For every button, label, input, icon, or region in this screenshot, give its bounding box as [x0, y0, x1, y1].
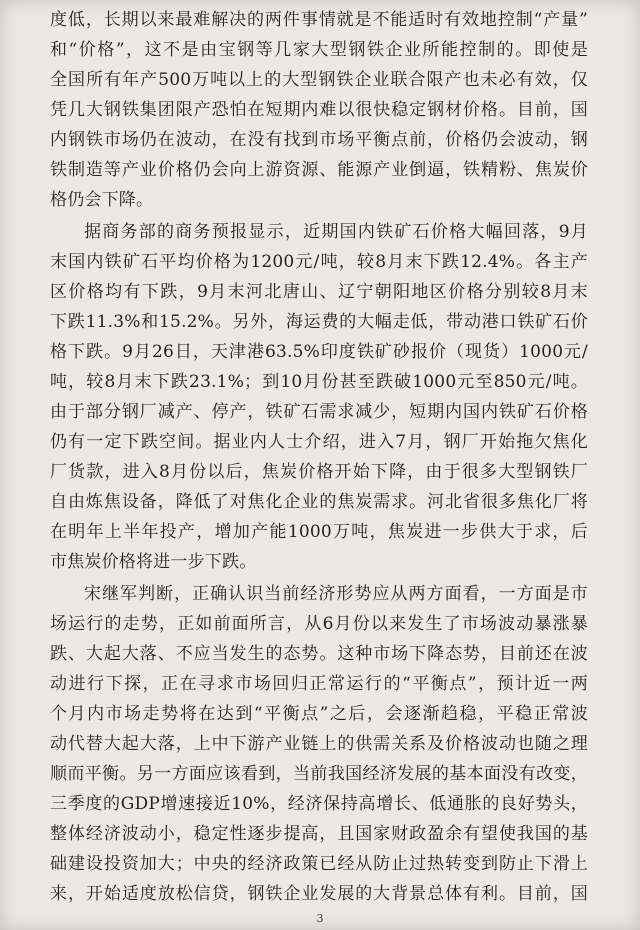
text-line: 吨，较8月末下跌23.1%；到10月份甚至跌破1000元至850元/吨。	[50, 372, 588, 392]
text-line: 市焦炭价格将进一步下跌。	[50, 552, 257, 572]
text-line: 三季度的GDP增速接近10%，经济保持高增长、低通胀的良好势头，	[50, 794, 588, 814]
page-number: 3	[316, 912, 324, 925]
text-line: 下跌11.3%和15.2%。另外，海运费的大幅走低，带动港口铁矿石价	[50, 312, 588, 332]
text-line: 度低，长期以来最难解决的两件事情就是不能适时有效地控制“产量”	[50, 10, 588, 30]
text-line: 格仍会下降。	[50, 190, 154, 210]
paragraph-2	[50, 217, 588, 577]
text-line: 格下跌。9月26日，天津港63.5%印度铁矿砂报价（现货）1000元/	[50, 342, 588, 362]
text-line: 区价格均有下跌，9月末河北唐山、辽宁朝阳地区价格分别较8月末	[50, 282, 588, 302]
text-line: 来，开始适度放松信贷，钢铁企业发展的大背景总体有利。目前，国	[50, 884, 588, 904]
text-line: 整体经济波动小，稳定性逐步提高，且国家财政盈余有望使我国的基	[50, 824, 588, 844]
text-line: 跌、大起大落、不应当发生的态势。这种市场下降态势，目前还在波	[50, 644, 588, 664]
text-line: 在明年上半年投产，增加产能1000万吨，焦炭进一步供大于求，后	[50, 522, 588, 542]
text-line: 和“价格”，这不是由宝钢等几家大型钢铁企业所能控制的。即使是	[50, 40, 588, 60]
paragraph-1	[50, 5, 588, 215]
text-line: 内钢铁市场仍在波动，在没有找到市场平衡点前，价格仍会波动，钢	[50, 130, 588, 150]
text-line: 铁制造等产业价格仍会向上游资源、能源产业倒逼，铁精粉、焦炭价	[50, 160, 588, 180]
text-line: 仍有一定下跌空间。据业内人士介绍，进入7月，钢厂开始拖欠焦化	[50, 432, 588, 452]
text-line: 顺而平衡。另一方面应该看到，当前我国经济发展的基本面没有改变，	[50, 764, 588, 784]
text-line: 自由炼焦设备，降低了对焦化企业的焦炭需求。河北省很多焦化厂将	[50, 492, 588, 512]
text-line: 动进行下探，正在寻求市场回归正常运行的“平衡点”，预计近一两	[50, 674, 588, 694]
body-text	[50, 5, 588, 909]
text-line: 凭几大钢铁集团限产恐怕在短期内难以很快稳定钢材价格。目前，国	[50, 100, 588, 120]
text-line: 场运行的走势，正如前面所言，从6月份以来发生了市场波动暴涨暴	[50, 614, 588, 634]
text-line: 据商务部的商务预报显示，近期国内铁矿石价格大幅回落，9月	[84, 222, 588, 242]
text-line: 础建设投资加大；中央的经济政策已经从防止过热转变到防止下滑上	[50, 854, 588, 874]
text-line: 末国内铁矿石平均价格为1200元/吨，较8月末下跌12.4%。各主产	[50, 252, 588, 272]
text-line: 宋继军判断，正确认识当前经济形势应从两方面看，一方面是市	[84, 584, 588, 604]
text-line: 由于部分钢厂减产、停产，铁矿石需求减少，短期内国内铁矿石价格	[50, 402, 588, 422]
text-line: 厂货款，进入8月份以后，焦炭价格开始下降，由于很多大型钢铁厂	[50, 462, 588, 482]
paragraph-3	[50, 579, 588, 909]
text-line: 全国所有年产500万吨以上的大型钢铁企业联合限产也未必有效，仅	[50, 70, 588, 90]
text-line: 个月内市场走势将在达到“平衡点”之后，会逐渐趋稳，平稳正常波	[50, 704, 588, 724]
text-line: 动代替大起大落，上中下游产业链上的供需关系及价格波动也随之理	[50, 734, 588, 754]
